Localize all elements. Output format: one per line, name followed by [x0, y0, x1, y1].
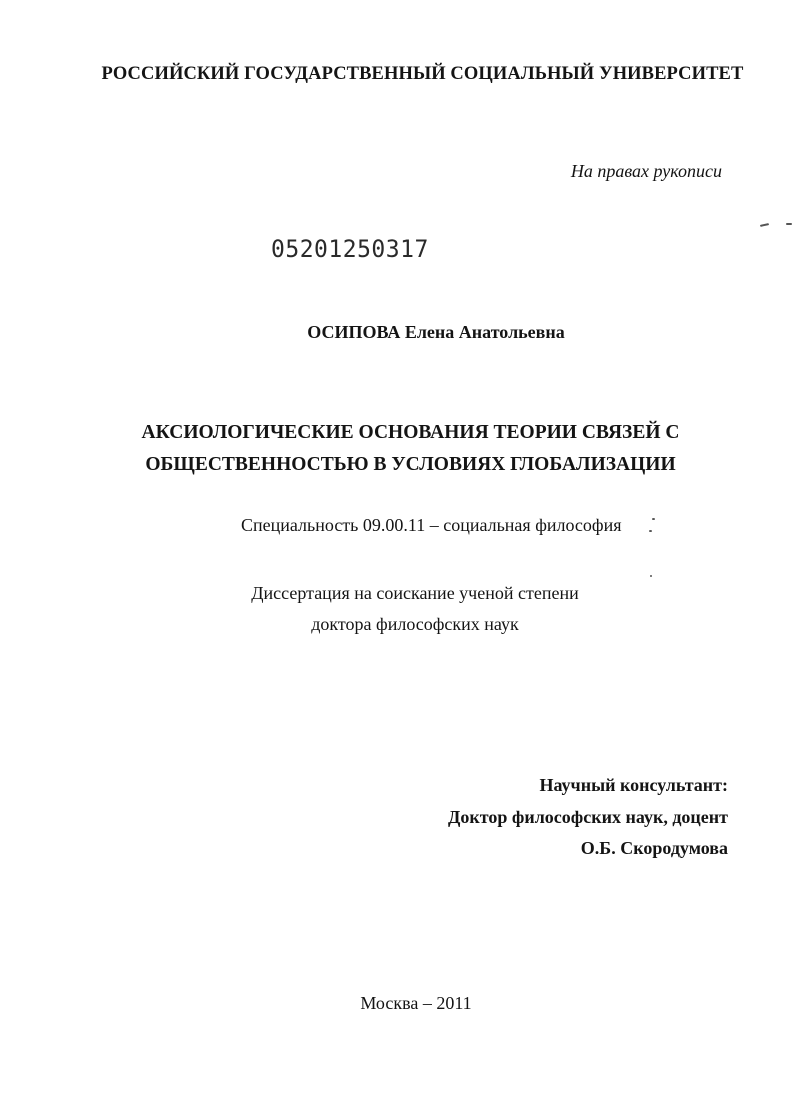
city-year: Москва – 2011	[360, 993, 472, 1013]
scan-mark	[760, 223, 769, 227]
consultant-name: О.Б. Скородумова	[580, 838, 728, 858]
author-name	[0, 322, 795, 343]
scan-mark	[650, 575, 652, 577]
specialty-line: Специальность 09.00.11 – социальная философия	[241, 515, 622, 535]
stamp-code: 05201250317	[271, 236, 429, 264]
degree-line: Диссертация на соискание ученой степени	[251, 583, 579, 603]
title-line: АКСИОЛОГИЧЕСКИЕ ОСНОВАНИЯ ТЕОРИИ СВЯЗЕЙ С	[141, 422, 680, 443]
author-surname: ОСИПОВА	[307, 322, 401, 342]
scan-mark	[786, 223, 792, 225]
manuscript-note: На правах рукописи	[570, 161, 722, 181]
title-line: ОБЩЕСТВЕННОСТЬЮ В УСЛОВИЯХ ГЛОБАЛИЗАЦИИ	[145, 454, 676, 475]
degree-statement	[0, 578, 795, 640]
degree-line: доктора философских наук	[311, 614, 519, 634]
consultant-degree: Доктор философских наук, доцент	[448, 806, 728, 827]
scientific-consultant	[448, 770, 728, 865]
dissertation-title	[0, 417, 795, 481]
scan-mark	[652, 518, 655, 520]
consultant-heading: Научный консультант:	[539, 775, 728, 795]
author-given-names: Елена Анатольевна	[404, 322, 565, 342]
scan-mark	[649, 530, 652, 532]
university-name: РОССИЙСКИЙ ГОСУДАРСТВЕННЫЙ СОЦИАЛЬНЫЙ УНИВЕРСИТЕТ	[101, 64, 744, 84]
